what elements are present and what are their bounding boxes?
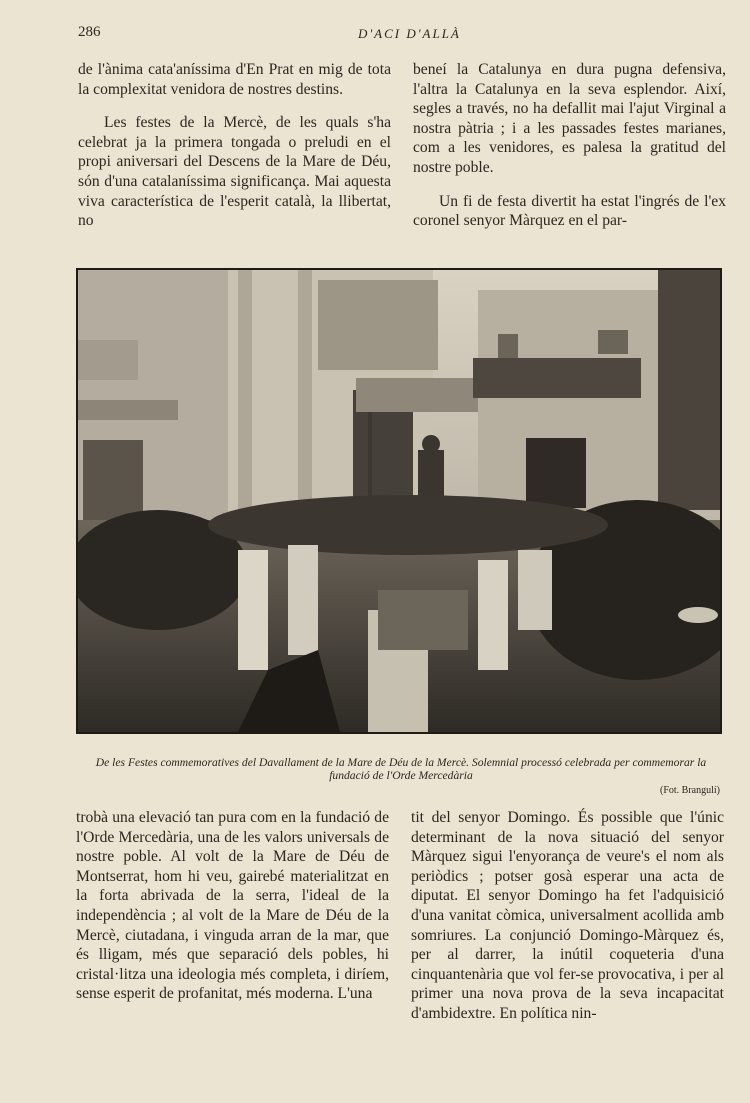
- paragraph: trobà una elevació tan pura com en la fundació de l'Orde Mercedària, una de les valors universals de nostre poble. Al volt de la Mare de Déu de Montserrat, hom hi veu, gairebé materialitzat en la forta abrivada de la serra, l'ideal de la independència ; al volt de la Mare de Déu de la Mercè, ciutadana, i vinguda arran de la mar, que és lligam, més que separació dels pobles, hi cristal·litza una ideologia més completa, i diríem, sense esperit de profanitat, més moderna. L'una: [76, 809, 389, 1003]
- running-title: D'ACI D'ALLÀ: [358, 26, 461, 41]
- far-right-building: [658, 270, 720, 510]
- photo-caption: De les Festes commemoratives del Davallament de la Mare de Déu de la Mercè. Solemnial processó celebrada per commemorar la fundació de l'Orde Mercedària: [95, 756, 707, 782]
- paragraph: beneí la Catalunya en dura pugna defensiva, l'altra la Catalunya en la seva esplendor. Així, segles a través, no ha defallit mai l'ajut Virginal a nostra pàtria ; i a les passades festes marianes, com a les venidores, es palesa la gratitud del nostre poble.: [413, 61, 726, 176]
- column-right-top: [413, 60, 726, 231]
- page-header: [78, 22, 728, 46]
- procession-photo: [76, 268, 722, 734]
- paragraph: Un fi de festa divertit ha estat l'ingrés de l'ex coronel senyor Màrquez en el par-: [413, 192, 726, 230]
- column-left-bottom: [76, 808, 389, 1004]
- coat-of-arms-sign: [473, 358, 641, 398]
- page-number: 286: [78, 24, 101, 40]
- surplice-figure: [238, 550, 268, 670]
- paragraph: de l'ànima cata'aníssima d'En Prat en mig de tota la complexitat venidora de nostres destins.: [78, 61, 391, 98]
- paragraph: tit del senyor Domingo. És possible que l'únic determinant de la nova situació del senyor Màrquez sigui l'enyorança de veure's el nom als periòdics ; potser gosà esperar una acta de diputat. El senyor Domingo ha fet l'adquisició d'una vanitat còmica, universalment acollida amb somriures. La conjunció Domingo-Màrquez és, per al darrer, la inútil coqueteria d'una cinquantenària que vol fer-se provocativa, i per al primer una nova prova de la seva incapacitat d'ambidextre. En política nin-: [411, 809, 724, 1022]
- right-doorway: [526, 438, 586, 508]
- paragraph: Les festes de la Mercè, de les quals s'ha celebrat ja la primera tongada o preludi en el propi aniversari del Descens de la Mare de Déu, són d'una catalaníssima significança. Mai aquesta viva característica de l'esperit català, la llibertat, no: [78, 114, 391, 230]
- photo-credit: (Fot. Brangulí): [660, 785, 720, 796]
- column-right-bottom: [411, 808, 724, 1024]
- procession-illustration: [78, 270, 720, 732]
- column-left-top: [78, 60, 391, 231]
